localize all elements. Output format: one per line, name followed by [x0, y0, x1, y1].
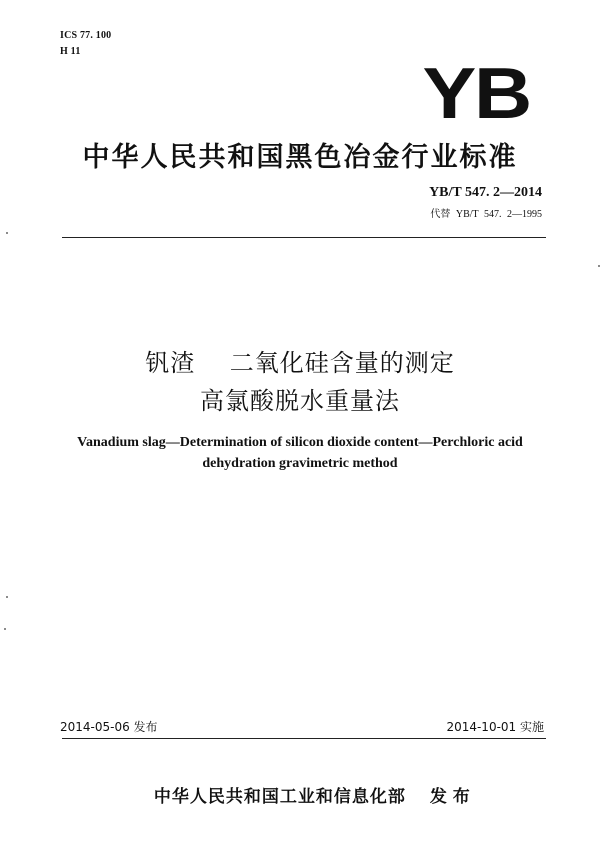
scan-speck: [4, 628, 6, 630]
issuer-name: 中华人民共和国工业和信息化部: [153, 787, 406, 807]
top-divider: [62, 237, 546, 238]
replaces-number: YB/T 547. 2—1995: [455, 209, 542, 220]
scan-speck: [6, 596, 8, 598]
ccs-code: H 11: [60, 46, 81, 57]
bottom-divider: [62, 738, 546, 739]
standard-number: YB/T 547. 2—2014: [429, 185, 542, 200]
yb-logo: YB: [422, 54, 530, 134]
english-title-line-1: Vanadium slag—Determination of silicon dioxide content—Perchloric acid: [77, 435, 523, 450]
chinese-title-line-2: 高氯酸脱水重量法: [200, 387, 400, 415]
scan-speck: [6, 232, 8, 234]
issuer-suffix: 发 布: [429, 787, 470, 807]
chinese-title-line-1: 钒渣 二氧化硅含量的测定: [145, 349, 455, 377]
replaces-line: [430, 205, 542, 220]
ics-code: ICS 77. 100: [60, 30, 112, 41]
replaces-label: 代替: [430, 209, 451, 220]
english-title-line-2: dehydration gravimetric method: [202, 456, 398, 471]
issuer-line: [0, 762, 600, 827]
issue-date: 2014-05-06 发布: [60, 720, 158, 734]
implementation-date: 2014-10-01 实施: [446, 720, 544, 734]
standard-body-title: 中华人民共和国黑色冶金行业标准: [82, 142, 518, 173]
